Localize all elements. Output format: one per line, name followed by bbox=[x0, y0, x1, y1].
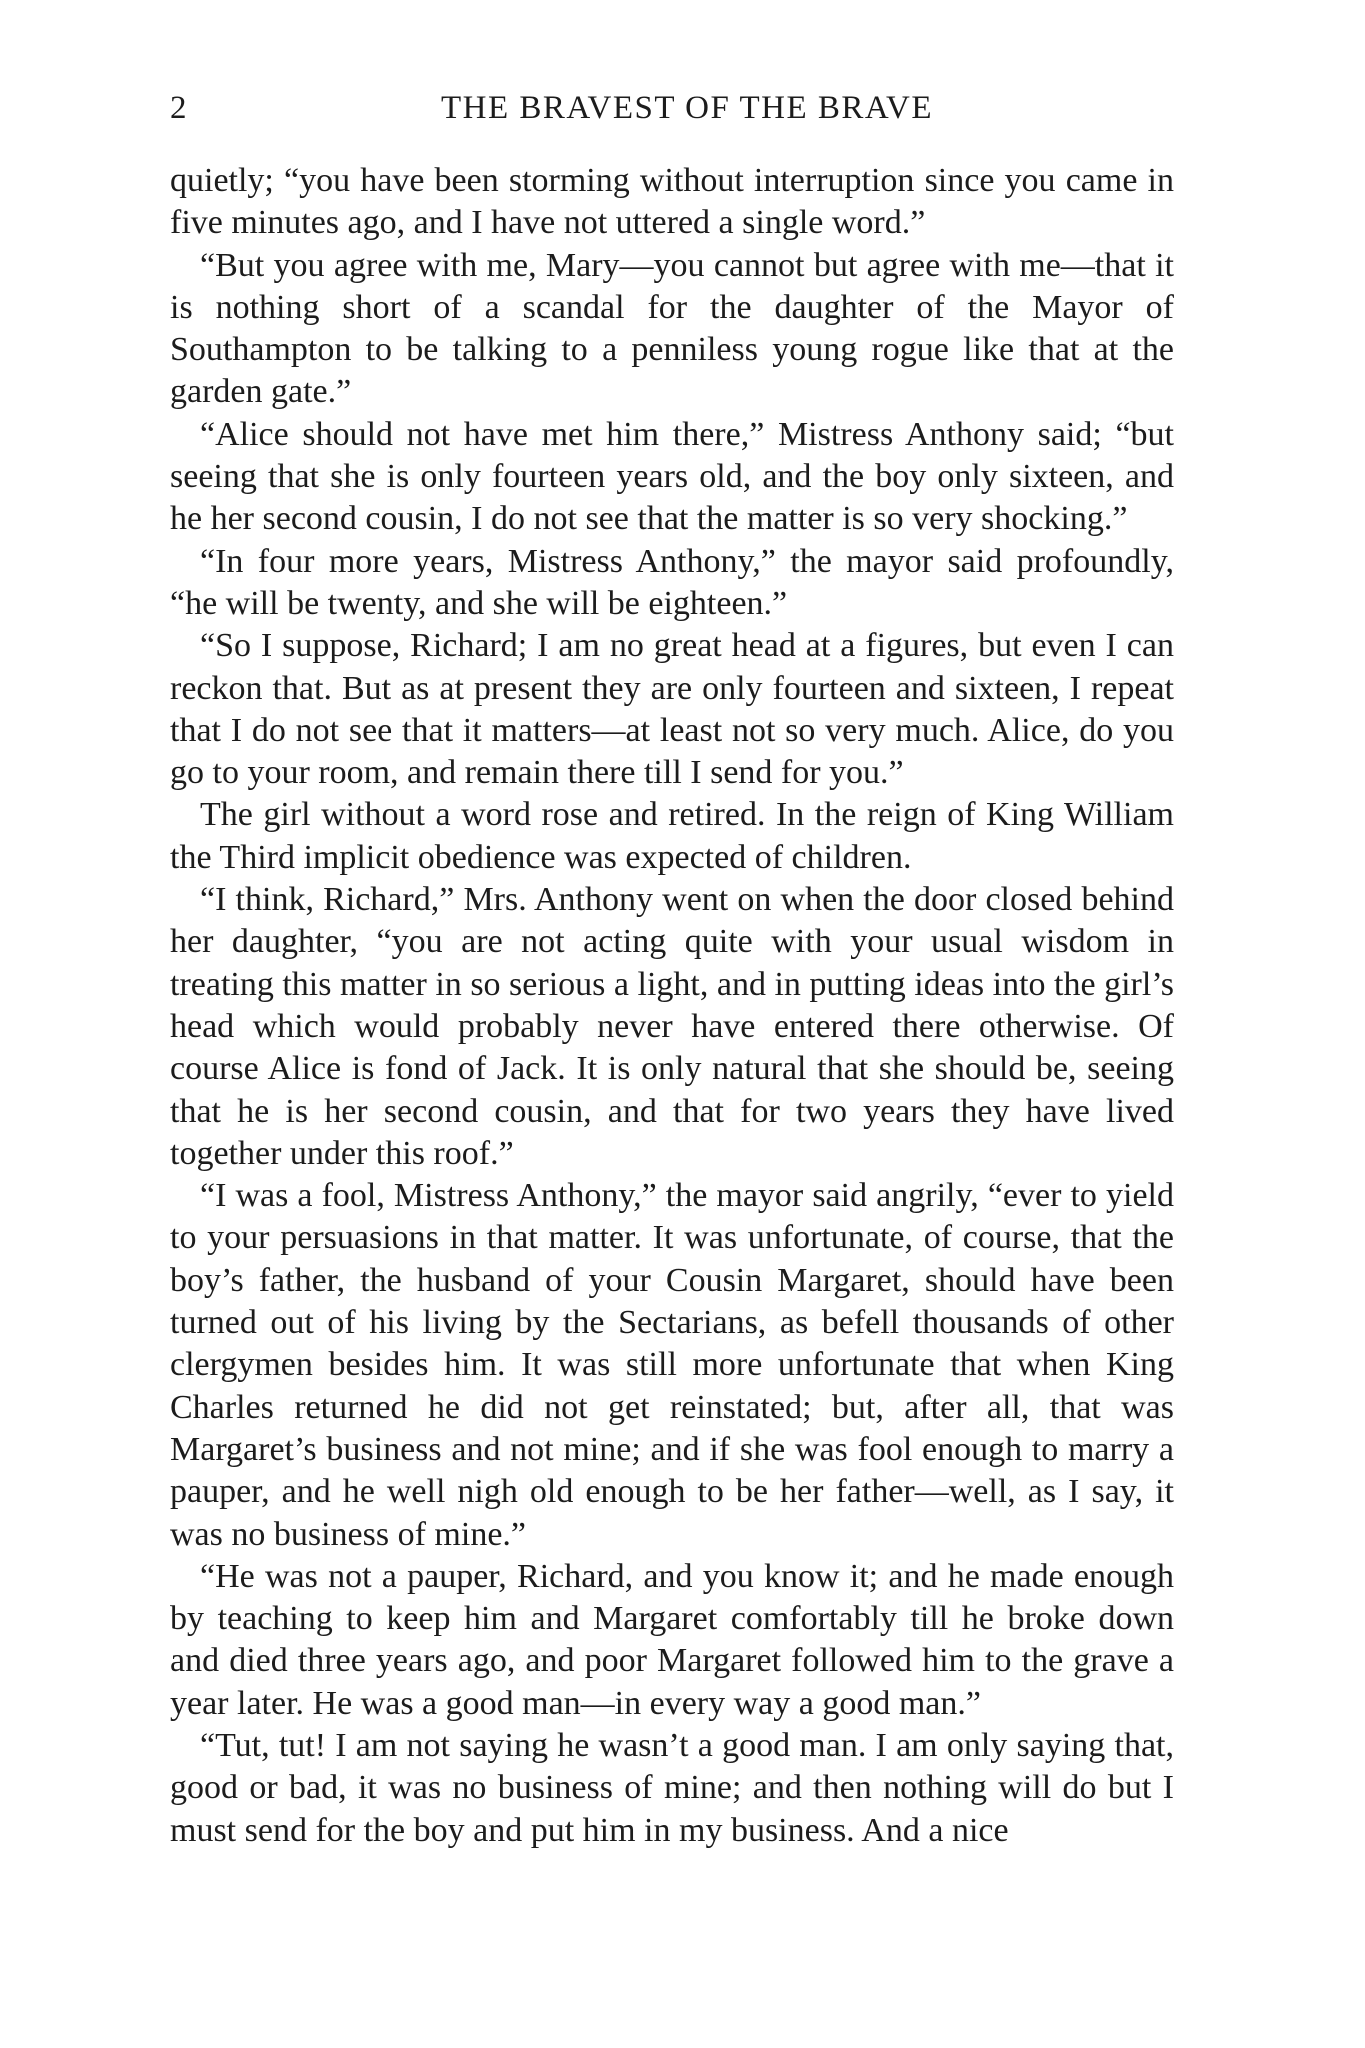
paragraph: “He was not a pauper, Richard, and you know it; and he made enough by teaching to keep him and Margaret comfortably till he broke down and died three years ago, and poor Margaret followed him to the grave a year later. He was a good man—in every way a good man.” bbox=[170, 1557, 1174, 1722]
paragraph: “So I suppose, Richard; I am no great head at a figures, but even I can reckon that. But as at present they are only fourteen and sixteen, I repeat that I do not see that it matters—at least not so very much. Alice, do you go to your room, and remain there till I send for you.” bbox=[170, 627, 1174, 792]
running-title: THE BRAVEST OF THE BRAVE bbox=[441, 90, 933, 126]
page-header bbox=[170, 90, 1174, 140]
paragraph: “In four more years, Mistress Anthony,” the mayor said profoundly, “he will be twenty, and she will be eighteen.” bbox=[170, 542, 1174, 622]
body-text bbox=[170, 160, 1174, 1852]
paragraph: “I think, Richard,” Mrs. Anthony went on when the door closed behind her daughter, “you are not acting quite with your usual wisdom in treating this matter in so serious a light, and in putting ideas into the girl’s head which would probably never have entered there otherwise. Of course Alice is fond of Jack. It is only natural that she should be, seeing that he is her second cousin, and that for two years they have lived together under this roof.” bbox=[170, 881, 1174, 1172]
paragraph: “Alice should not have met him there,” Mistress Anthony said; “but seeing that she is only fourteen years old, and the boy only sixteen, and he her second cousin, I do not see that the matter is so very shocking.” bbox=[170, 415, 1174, 538]
book-page bbox=[170, 90, 1174, 1852]
page-number: 2 bbox=[170, 90, 188, 126]
paragraph: “But you agree with me, Mary—you cannot but agree with me—that it is nothing short of a scandal for the daughter of the Mayor of Southampton to be talking to a penniless young rogue like that at the garden gate.” bbox=[170, 246, 1174, 411]
paragraph: The girl without a word rose and retired. In the reign of King William the Third implicit obedience was expected of children. bbox=[170, 796, 1174, 876]
paragraph: “Tut, tut! I am not saying he wasn’t a good man. I am only saying that, good or bad, it was no business of mine; and then nothing will do but I must send for the boy and put him in my business. And a nice bbox=[170, 1726, 1174, 1849]
paragraph: quietly; “you have been storming without interruption since you came in five minutes ago, and I have not uttered a single word.” bbox=[170, 162, 1174, 242]
paragraph: “I was a fool, Mistress Anthony,” the mayor said angrily, “ever to yield to your persuasions in that matter. It was unfortunate, of course, that the boy’s father, the husband of your Cousin Margaret, should have been turned out of his living by the Sectarians, as befell thousands of other clergymen besides him. It was still more unfortunate that when King Charles returned he did not get reinstated; but, after all, that was Margaret’s business and not mine; and if she was fool enough to marry a pauper, and he well nigh old enough to be her father—well, as I say, it was no business of mine.” bbox=[170, 1177, 1174, 1553]
